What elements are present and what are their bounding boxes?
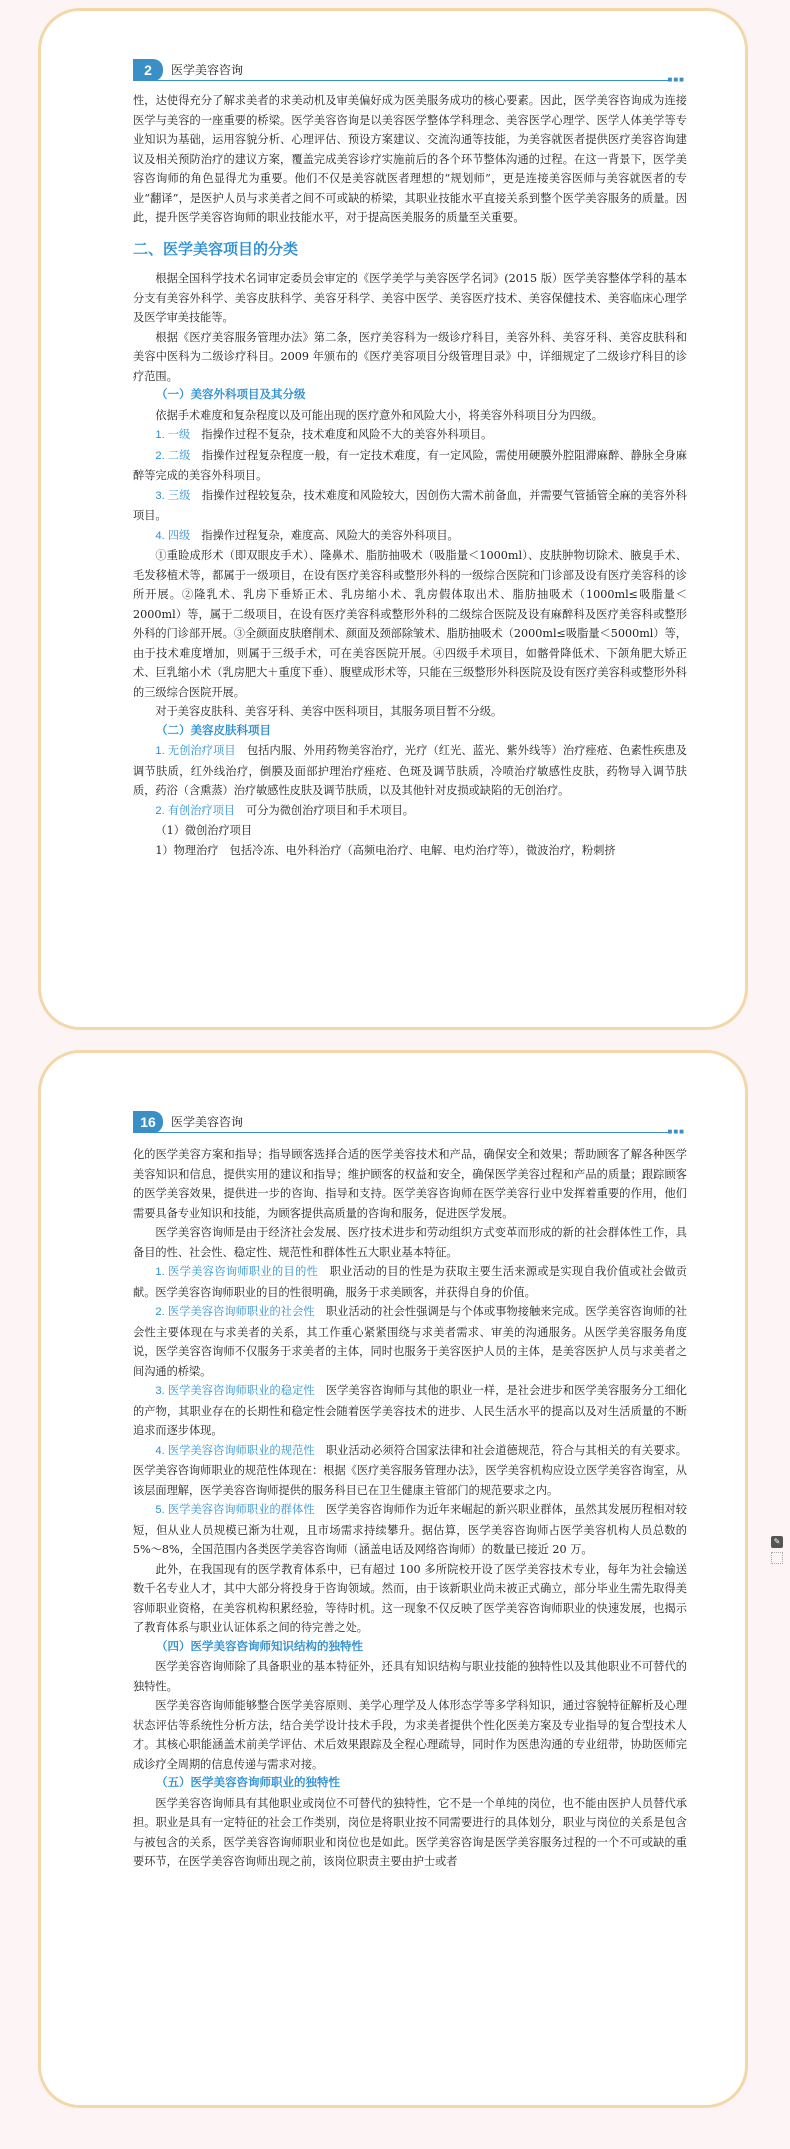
list-item-text: 指操作过程较复杂，技术难度和风险较大，因创伤大需术前备血，并需要气管插管全麻的美容外科项目。 bbox=[133, 488, 687, 522]
paragraph: 化的医学美容方案和指导；指导顾客选择合适的医学美容技术和产品，确保安全和效果；帮助顾客了解各种医学美容知识和信息，提供实用的建议和指导；维护顾客的权益和安全，确保医学美容过程和产品的质量；跟踪顾客的医学美容效果，提供进一步的咨询、指导和支持。医学美容咨询师在医学美容行业中发挥着重要的作用，他们需要具备专业知识和技能，为顾客提供高质量的咨询和服务，促进医学发展。 bbox=[133, 1148, 687, 1220]
page-body bbox=[133, 1145, 687, 1872]
list-item-keyword: 1. 无创治疗项目 bbox=[155, 745, 236, 757]
header-rule bbox=[133, 80, 669, 81]
list-item-text: 指操作过程不复杂，技术难度和风险不大的美容外科项目。 bbox=[201, 428, 493, 441]
page-header bbox=[133, 59, 685, 84]
running-title: 医学美容咨询 bbox=[171, 63, 244, 77]
page-number: 16 bbox=[133, 1111, 163, 1133]
page-body bbox=[133, 91, 687, 860]
list-item-text: 职业活动必须符合国家法律和社会道德规范，符合与其相关的有关要求。医学美容咨询师职业的规范性体现在：根据《医疗美容服务管理办法》，医学美容机构应设立医学美容咨询室，从该层面理解，医学美容咨询师提供的服务科目已在卫生健康主管部门的规范要求之内。 bbox=[133, 1443, 687, 1497]
side-toolbar bbox=[764, 1536, 790, 1596]
header-dots-icon: ■■■ bbox=[667, 1127, 685, 1136]
book-page-16 bbox=[38, 1050, 748, 2108]
grid-icon[interactable] bbox=[771, 1552, 783, 1564]
list-item bbox=[133, 1381, 687, 1441]
list-item bbox=[133, 446, 687, 486]
list-item-text: 职业活动的目的性是为获取主要生活来源或是实现自我价值或社会做贡献。医学美容咨询师职业的目的性很明确，服务于求美顾客，并获得自身的价值。 bbox=[133, 1265, 687, 1299]
list-item-keyword: 2. 有创治疗项目 bbox=[155, 804, 235, 817]
section-heading: 二、医学美容项目的分类 bbox=[133, 240, 299, 258]
header-rule bbox=[133, 1132, 669, 1133]
book-page-1 bbox=[38, 8, 748, 1030]
list-item bbox=[133, 1441, 687, 1501]
list-item-text: 包括内服、外用药物美容治疗，光疗（红光、蓝光、紫外线等）治疗痤疮、色素性疾患及调节肤质，红外线治疗，倒膜及面部护理治疗痤疮、色斑及调节肤质，冷喷治疗敏感性皮肤，药物导入调节肤质，药浴（含熏蒸）治疗敏感性皮肤及调节肤质，以及其他针对皮损或缺陷的无创治疗。 bbox=[133, 744, 687, 797]
list-item bbox=[133, 1302, 687, 1381]
page-header bbox=[133, 1111, 685, 1136]
list-item-text: 指操作过程复杂程度一般，有一定技术难度，有一定风险，需使用硬膜外腔阻滞麻醉、静脉全身麻醉等完成的美容外科项目。 bbox=[133, 448, 687, 482]
list-item-text: 职业活动的社会性强调是与个体或事物接触来完成。医学美容咨询师的社会性主要体现在与求美者的关系，其工作重心紧紧围绕与求美者需求、审美的沟通服务。从医学美容服务角度说，医学美容咨询师不仅服务于求美者的主体，同时也服务于美容医护人员的主体，是美容医护人员与求美者之间沟通的桥梁。 bbox=[133, 1305, 687, 1378]
list-item-keyword: 5. 医学美容咨询师职业的群体性 bbox=[155, 1504, 315, 1516]
list-item-text: 医学美容咨询师作为近年来崛起的新兴职业群体，虽然其发展历程相对较短，但从业人员规模已渐为壮观，且市场需求持续攀升。据估算，医学美容咨询师占医学美容机构人员总数的 5%～8%，全国范围内各类医学美容咨询师（涵盖电话及网络咨询师）的数量已接近 20 万。 bbox=[133, 1503, 687, 1556]
list-item bbox=[133, 1262, 687, 1302]
list-item bbox=[133, 425, 687, 446]
paragraph: 性，达使得充分了解求美者的求美动机及审美偏好成为医美服务成功的核心要素。因此，医学美容咨询成为连接医学与美容的一座重要的桥梁。医学美容咨询是以美容医学整体学科理念、美容医学心理学、医学人体美学等专业知识为基础，运用容貌分析、心理评估、预设方案建议、交流沟通等技能，为美容就医者提供医疗美容咨询建议及相关预防治疗的建议方案，覆盖完成美容诊疗实施前后的各个环节整体沟通的过程。在这一背景下，医学美容咨询师的角色显得尤为重要。他们不仅是美容就医者理想的“规划师”，更是连接美容医师与美容就医者的专业“翻译”，是医护人员与求美者之间不可或缺的桥梁，其职业技能水平直接关系到整个医学美容服务的质量。因此，提升医学美容咨询师的职业技能水平，对于提高医美服务的质量至关重要。 bbox=[133, 94, 687, 224]
edit-icon[interactable]: ✎ bbox=[771, 1536, 783, 1548]
list-item-keyword: 1. 一级 bbox=[155, 429, 191, 441]
paragraph: 根据全国科学技术名词审定委员会审定的《医学美学与美容医学名词》(2015 版）医学美容整体学科的基本分支有美容外科学、美容皮肤科学、美容牙科学、美容中医学、美容医疗技术、美容保健技术、美容临床心理学及医学审美技能等。 bbox=[133, 272, 687, 324]
list-item-text: 可分为微创治疗项目和手术项目。 bbox=[246, 803, 414, 817]
subsection-heading: （二）美容皮肤科项目 bbox=[156, 724, 271, 737]
paragraph: 1）物理治疗 包括冷冻、电外科治疗（高频电治疗、电解、电灼治疗等），微波治疗，粉刺挤 bbox=[155, 843, 616, 857]
list-item-text: 指操作过程复杂，难度高、风险大的美容外科项目。 bbox=[201, 528, 459, 542]
list-item bbox=[133, 801, 687, 822]
list-item-keyword: 2. 医学美容咨询师职业的社会性 bbox=[155, 1306, 315, 1318]
list-item-keyword: 3. 三级 bbox=[155, 489, 191, 502]
paragraph: 医学美容咨询师除了具备职业的基本特征外，还具有知识结构与职业技能的独特性以及其他职业不可替代的独特性。 bbox=[133, 1660, 687, 1693]
header-dots-icon: ■■■ bbox=[667, 75, 685, 84]
list-item-keyword: 3. 医学美容咨询师职业的稳定性 bbox=[155, 1385, 315, 1397]
list-item bbox=[133, 526, 687, 547]
paragraph: 依据手术难度和复杂程度以及可能出现的医疗意外和风险大小，将美容外科项目分为四级。 bbox=[155, 408, 603, 422]
paragraph: 根据《医疗美容服务管理办法》第二条，医疗美容科为一级诊疗科目，美容外科、美容牙科、美容皮肤科和美容中医科为二级诊疗科目。2009 年颁布的《医疗美容项目分级管理目录》中，详细规定了二级诊疗科目的诊疗范围。 bbox=[133, 330, 687, 383]
paragraph: 医学美容咨询师是由于经济社会发展、医疗技术进步和劳动组织方式变革而形成的新的社会群体性工作，具备目的性、社会性、稳定性、规范性和群体性五大职业基本特征。 bbox=[133, 1226, 687, 1259]
subsection-heading: （一）美容外科项目及其分级 bbox=[156, 389, 306, 401]
running-title: 医学美容咨询 bbox=[171, 1115, 244, 1129]
list-item-keyword: 4. 四级 bbox=[155, 529, 191, 542]
list-item bbox=[133, 1500, 687, 1560]
paragraph: 医学美容咨询师具有其他职业或岗位不可替代的独特性，它不是一个单纯的岗位，也不能由医护人员替代承担。职业是具有一定特征的社会工作类别，岗位是将职业按不同需要进行的具体划分，职业与岗位的关系是包含与被包含的关系，医学美容咨询师职业和岗位也是如此。医学美容咨询是医学美容服务过程的一个不可或缺的重要环节，在医学美容咨询师出现之前，该岗位职责主要由护士或者 bbox=[133, 1796, 687, 1868]
paragraph: ①重睑成形术（即双眼皮手术）、隆鼻术、脂肪抽吸术（吸脂量＜1000ml）、皮肤肿物切除术、腋臭手术、毛发移植术等，都属于一级项目，在设有医疗美容科或整形外科的一级综合医院和门诊部及设有医疗美容科的诊所开展。②隆乳术、乳房下垂矫正术、乳房缩小术、乳房假体取出术、脂肪抽吸术（1000ml≤吸脂量＜2000ml）等，属于二级项目，在设有医疗美容科或整形外科的二级综合医院及设有麻醉科及医疗美容科或整形外科的门诊部开展。③全颜面皮肤磨削术、颜面及颈部除皱术、脂肪抽吸术（2000ml≤吸脂量＜5000ml）等，由于技术难度增加，则属于三级手术，可在美容医院开展。④四级手术项目，如髂骨降低术、下颌角肥大矫正术、巨乳缩小术（乳房肥大＋重度下垂）、腹壁成形术等，只能在三级整形外科医院及设有医疗美容科或整形外科的三级综合医院开展。 bbox=[133, 549, 687, 699]
list-item bbox=[133, 741, 687, 801]
page-number: 2 bbox=[133, 59, 163, 81]
list-item-keyword: 2. 二级 bbox=[155, 449, 191, 462]
paragraph: （1）微创治疗项目 bbox=[155, 824, 253, 837]
subsection-heading: （五）医学美容咨询师职业的独特性 bbox=[156, 1777, 340, 1789]
paragraph: 对于美容皮肤科、美容牙科、美容中医科项目，其服务项目暂不分级。 bbox=[155, 705, 503, 718]
paragraph: 医学美容咨询师能够整合医学美容原则、美学心理学及人体形态学等多学科知识，通过容貌特征解析及心理状态评估等系统性分析方法，结合美学设计技术手段，为求美者提供个性化医美方案及专业指导的复合型技术人才。其核心职能涵盖术前美学评估、术后效果跟踪及全程心理疏导，同时作为医患沟通的专业纽带，协助医师完成诊疗全周期的信息传递与需求对接。 bbox=[133, 1699, 687, 1771]
list-item bbox=[133, 486, 687, 526]
subsection-heading: （四）医学美容咨询师知识结构的独特性 bbox=[156, 1640, 363, 1653]
list-item-text: 医学美容咨询师与其他的职业一样，是社会进步和医学美容服务分工细化的产物，其职业存在的长期性和稳定性会随着医学美容技术的进步、人民生活水平的提高以及对生活质量的不断追求而逐步体现。 bbox=[133, 1384, 687, 1437]
list-item-keyword: 4. 医学美容咨询师职业的规范性 bbox=[155, 1444, 315, 1457]
list-item-keyword: 1. 医学美容咨询师职业的目的性 bbox=[155, 1266, 319, 1278]
paragraph: 此外，在我国现有的医学教育体系中，已有超过 100 多所院校开设了医学美容技术专业，每年为社会输送数千名专业人才，其中大部分将投身于咨询领域。然而，由于该新职业尚未被正式确立，部分毕业生需先取得美容师职业资格，在美容机构积累经验，等待时机。这一现象不仅反映了医学美容咨询师职业的快速发展，也揭示了教育体系与职业认证体系之间的待完善之处。 bbox=[133, 1562, 687, 1634]
